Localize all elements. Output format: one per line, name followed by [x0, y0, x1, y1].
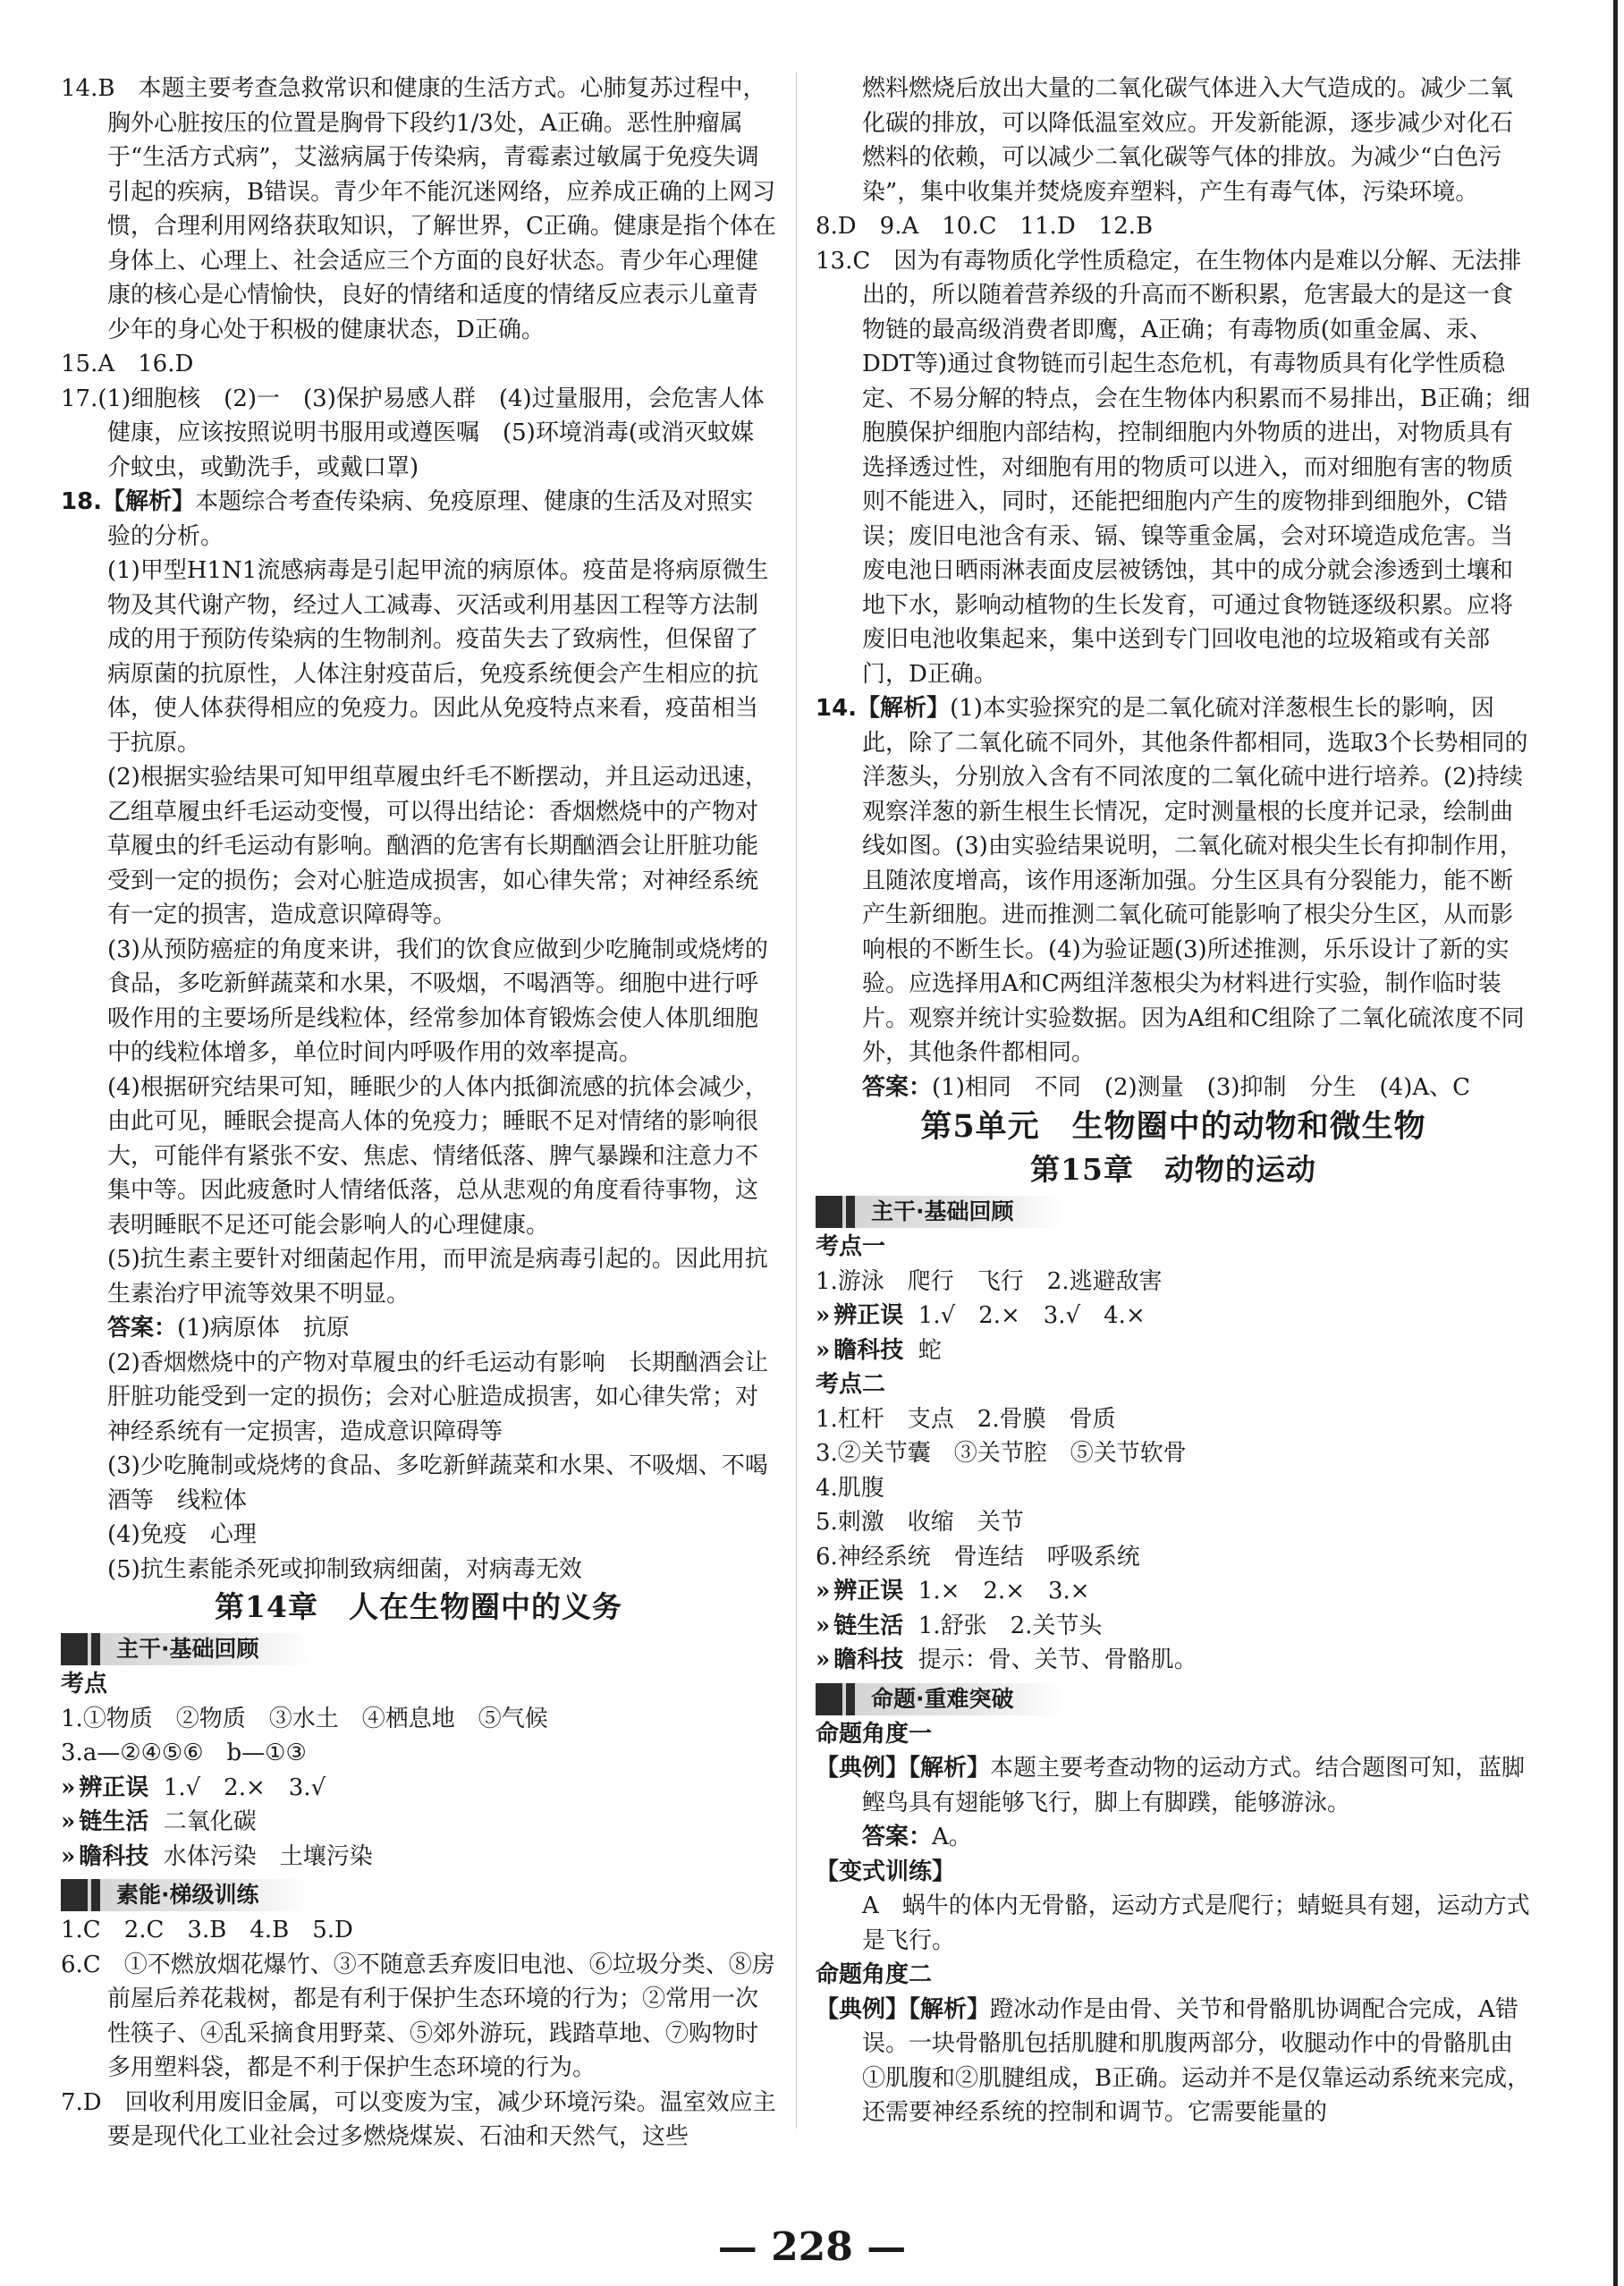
bianzheng-row: » 辨正误 1.√ 2.× 3.√ 4.×	[816, 1302, 1146, 1329]
answer-18-part1: (1)甲型H1N1流感病毒是引起甲流的病原体。疫苗是将病原微生物及其代谢产物，经过人工减毒、灭活或利用基因工程等方法制成的用于预防传染病的生物制剂。疫苗失去了致病性，但保留了病原菌的抗原性，人体注射疫苗后，免疫系统便会产生相应的抗体，使人体获得相应的免疫力。因此从免疫特点来看，疫苗相当于抗原。	[107, 557, 769, 757]
analysis-label: 18.【解析】	[61, 488, 196, 515]
example-1-answer: 答案：A。	[862, 1824, 972, 1850]
page-edge-bar	[1613, 0, 1618, 2286]
kaodian-2-heading: 考点二	[816, 1371, 886, 1398]
kaodian-2-item5: 5.刺激 收缩 关节	[816, 1509, 1024, 1536]
training-14: 14.【解析】(1)本实验探究的是二氧化硫对洋葱根生长的影响，因此，除了二氧化硫不同外，其他条件都相同，选取3个长势相同的洋葱头，分别放入含有不同浓度的二氧化硫中进行培养。(2)持续观察洋葱的新生根生长情况，定时测量根的长度并记录，绘制曲线如图。(3)由实验结果说明，二氧化硫对根尖生长有抑制作用，且随浓度增高，该作用逐渐加强。分生区具有分裂能力，能不断产生新细胞。进而推测二氧化硫可能影响了根尖分生区，从而影响根的不断生长。(4)为验证题(3)所述推测，乐乐设计了新的实验。应选择用A和C两组洋葱根尖为材料进行实验，制作临时装片。观察并统计实验数据。因为A组和C组除了二氧化硫浓度不同外，其他条件都相同。	[816, 695, 1528, 1066]
double-arrow-icon: »	[816, 1302, 831, 1329]
double-arrow-icon: »	[816, 1647, 831, 1673]
example-1: 【典例】【解析】本题主要考查动物的运动方式。结合题图可知，蓝脚鲣鸟具有翅能够飞行，脚上有脚蹼，能够游泳。	[816, 1755, 1526, 1816]
answer-18-part5: (5)抗生素主要针对细菌起作用，而甲流是病毒引起的。因此用抗生素治疗甲流等效果不明显。	[107, 1246, 768, 1308]
angle-2-heading: 命题角度二	[816, 1961, 933, 1988]
training-13: 13.C 因为有毒物质化学性质稳定，在生物体内是难以分解、无法排出的，所以随着营养级的升高而不断积累，危害最大的是这一食物链的最高级消费者即鹰，A正确；有毒物质(如重金属、汞、DDT等)通过食物链而引起生态危机，有毒物质具有化学性质稳定、不易分解的特点，会在生物体内积累而不易排出，B正确；细胞膜保护细胞内部结构，控制细胞内外物质的进出，对物质具有选择透过性，对细胞有用的物质可以进入，而对细胞有害的物质则不能进入，同时，还能把细胞内产生的废物排到细胞外，C错误；废旧电池含有汞、镉、镍等重金属，会对环境造成危害。当废电池日晒雨淋表面皮层被锈蚀，其中的成分就会渗透到土壤和地下水，影响动植物的生长发育，可通过食物链逐级积累。应将废旧电池收集起来，集中送到专门回收电池的垃圾箱或有关部门，D正确。	[816, 247, 1531, 688]
section-key-breakthrough: 命题·重难突破	[816, 1683, 1068, 1715]
answer-18-ans2: (2)香烟燃烧中的产物对草履虫的纤毛运动有影响 长期酗酒会让肝脏功能受到一定的损伤；会对心脏造成损害，如心律失常；对神经系统有一定损害，造成意识障碍等	[107, 1349, 768, 1445]
answer-14: 14.B 本题主要考查急救常识和健康的生活方式。心肺复苏过程中，胸外心脏按压的位置是胸骨下段约1/3处，A正确。恶性肿瘤属于“生活方式病”，艾滋病属于传染病，青霉素过敏属于免疫失调引起的疾病，B错误。青少年不能沉迷网络，应养成正确的上网习惯，合理利用网络获取知识，了解世界，C正确。健康是指个体在身体上、心理上、社会适应三个方面的良好状态。青少年心理健康的核心是心情愉快，良好的情绪和适度的情绪反应表示儿童青少年的身心处于积极的健康状态，D正确。	[61, 75, 776, 343]
example-2: 【典例】【解析】蹬冰动作是由骨、关节和骨骼肌协调配合完成，A错误。一块骨骼肌包括肌腱和肌腹两部分，收腿动作中的骨骼肌由①肌腹和②肌腱组成，B正确。运动并不是仅靠运动系统来完成，还需要神经系统的控制和调节。它需要能量的	[816, 1995, 1531, 2126]
answer-18-part2: (2)根据实验结果可知甲组草履虫纤毛不断摆动，并且运动迅速，乙组草履虫纤毛运动变慢，可以得出结论：香烟燃烧中的产物对草履虫的纤毛运动有影响。酗酒的危害有长期酗酒会让肝脏功能受到一定的损伤；会对心脏造成损害，如心律失常；对神经系统有一定的损害，造成意识障碍等。	[107, 764, 768, 928]
double-arrow-icon: »	[816, 1612, 831, 1639]
variant-training: A 蜗牛的体内无骨骼，运动方式是爬行；蜻蜓具有翅，运动方式是飞行。	[862, 1892, 1530, 1954]
column-divider	[796, 72, 797, 2129]
zhankeji-row: » 瞻科技 水体污染 土壤污染	[61, 1842, 373, 1870]
section-basics-review: 主干·基础回顾	[816, 1196, 1068, 1228]
kaodian-1-heading: 考点一	[816, 1233, 886, 1260]
page-number: — 228 —	[717, 2224, 907, 2270]
answer-18-ans4: (4)免疫 心理	[107, 1521, 257, 1548]
chapter-15-title: 第15章 动物的运动	[1030, 1152, 1316, 1187]
kaodian-heading: 考点	[61, 1671, 108, 1698]
training-6: 6.C ①不燃放烟花爆竹、③不随意丢弃废旧电池、⑥垃圾分类、⑧房前屋后养花栽树，都是有利于保护生态环境的行为；②常用一次性筷子、④乱采摘食用野菜、⑤郊外游玩，践踏草地、⑦购物时多用塑料袋，都是不利于保护生态环境的行为。	[61, 1951, 775, 2081]
section-ladder-training: 素能·梯级训练	[61, 1879, 313, 1911]
unit-5-title: 第5单元 生物圈中的动物和微生物	[920, 1108, 1426, 1145]
zhankeji-row: » 瞻科技 提示：骨、关节、骨骼肌。	[816, 1647, 1197, 1673]
training-7: 7.D 回收利用废旧金属，可以变废为宝，减少环境污染。温室效应主要是现代化工业社会过多燃烧煤炭、石油和天然气，这些	[61, 2088, 776, 2150]
answer-18-ans5: (5)抗生素能杀死或抑制致病细菌，对病毒无效	[107, 1555, 582, 1583]
answer-18-ans1: 答案：(1)病原体 抗原	[107, 1315, 350, 1342]
left-column	[61, 72, 776, 2155]
double-arrow-icon: »	[816, 1336, 831, 1364]
double-arrow-icon: »	[61, 1842, 76, 1870]
answer-18-part3: (3)从预防癌症的角度来讲，我们的饮食应做到少吃腌制或烧烤的食品，多吃新鲜蔬菜和水果，不吸烟，不喝酒等。细胞中进行呼吸作用的主要场所是线粒体，经常参加体育锻炼会使人体肌细胞中的线粒体增多，单位时间内呼吸作用的效率提高。	[107, 936, 768, 1066]
kaodian-1: 1.①物质 ②物质 ③水土 ④栖息地 ⑤气候	[61, 1705, 548, 1732]
bianzheng-row: » 辨正误 1.× 2.× 3.×	[816, 1578, 1090, 1604]
kaodian-2-item6: 6.神经系统 骨连结 呼吸系统	[816, 1543, 1140, 1571]
training-1-5: 1.C 2.C 3.B 4.B 5.D	[61, 1917, 353, 1943]
section-basics-review: 主干·基础回顾	[61, 1633, 313, 1665]
answer-17: 17.(1)细胞核 (2)一 (3)保护易感人群 (4)过量服用，会危害人体健康，应该按照说明书服用或遵医嘱 (5)环境消毒(或消灭蚊媒介蚊虫，或勤洗手，或戴口罩)	[61, 385, 765, 481]
double-arrow-icon: »	[816, 1578, 831, 1604]
angle-1-heading: 命题角度一	[816, 1720, 933, 1748]
training-14-answer: 答案：(1)相同 不同 (2)测量 (3)抑制 分生 (4)A、C	[862, 1073, 1471, 1101]
bianzheng-row: » 辨正误 1.√ 2.× 3.√	[61, 1774, 326, 1801]
right-column	[816, 72, 1531, 2130]
analysis-label: 14.【解析】	[816, 695, 951, 722]
kaodian-1-item: 1.游泳 爬行 飞行 2.逃避敌害	[816, 1267, 1163, 1295]
answer-18-part4: (4)根据研究结果可知，睡眠少的人体内抵御流感的抗体会减少，由此可见，睡眠会提高人体的免疫力；睡眠不足对情绪的影响很大，可能伴有紧张不安、焦虑、情绪低落、脾气暴躁和注意力不集中等。因此疲惫时人情绪低落，总从悲观的角度看待事物，这表明睡眠不足还可能会影响人的心理健康。	[107, 1073, 768, 1239]
lianshenghuo-row: » 链生活 二氧化碳	[61, 1808, 257, 1835]
lianshenghuo-row: » 链生活 1.舒张 2.关节头	[816, 1612, 1103, 1639]
kaodian-2-item1: 1.杠杆 支点 2.骨膜 骨质	[816, 1405, 1116, 1433]
answer-18-ans3: (3)少吃腌制或烧烤的食品、多吃新鲜蔬菜和水果、不吸烟、不喝酒等 线粒体	[107, 1452, 768, 1514]
double-arrow-icon: »	[61, 1774, 76, 1801]
kaodian-2-item4: 4.肌腹	[816, 1474, 884, 1502]
variant-training-label: 【变式训练】	[816, 1858, 956, 1885]
kaodian-2-item3: 3.②关节囊 ③关节腔 ⑤关节软骨	[816, 1440, 1187, 1467]
chapter-14-title: 第14章 人在生物圈中的义务	[215, 1589, 622, 1624]
answer-15-16: 15.A 16.D	[61, 351, 194, 377]
kaodian-3: 3.a—②④⑤⑥ b—①③	[61, 1740, 307, 1766]
zhankeji-row: » 瞻科技 蛇	[816, 1336, 942, 1364]
training-8-12: 8.D 9.A 10.C 11.D 12.B	[816, 213, 1154, 240]
training-7-continued: 燃料燃烧后放出大量的二氧化碳气体进入大气造成的。减少二氧化碳的排放，可以降低温室效应。开发新能源，逐步减少对化石燃料的依赖，可以减少二氧化碳等气体的排放。为减少“白色污染”，集中收集并焚烧废弃塑料，产生有毒气体，污染环境。	[862, 75, 1514, 206]
answer-18-intro: 18.【解析】本题综合考查传染病、免疫原理、健康的生活及对照实验的分析。	[61, 488, 754, 550]
double-arrow-icon: »	[61, 1808, 76, 1835]
